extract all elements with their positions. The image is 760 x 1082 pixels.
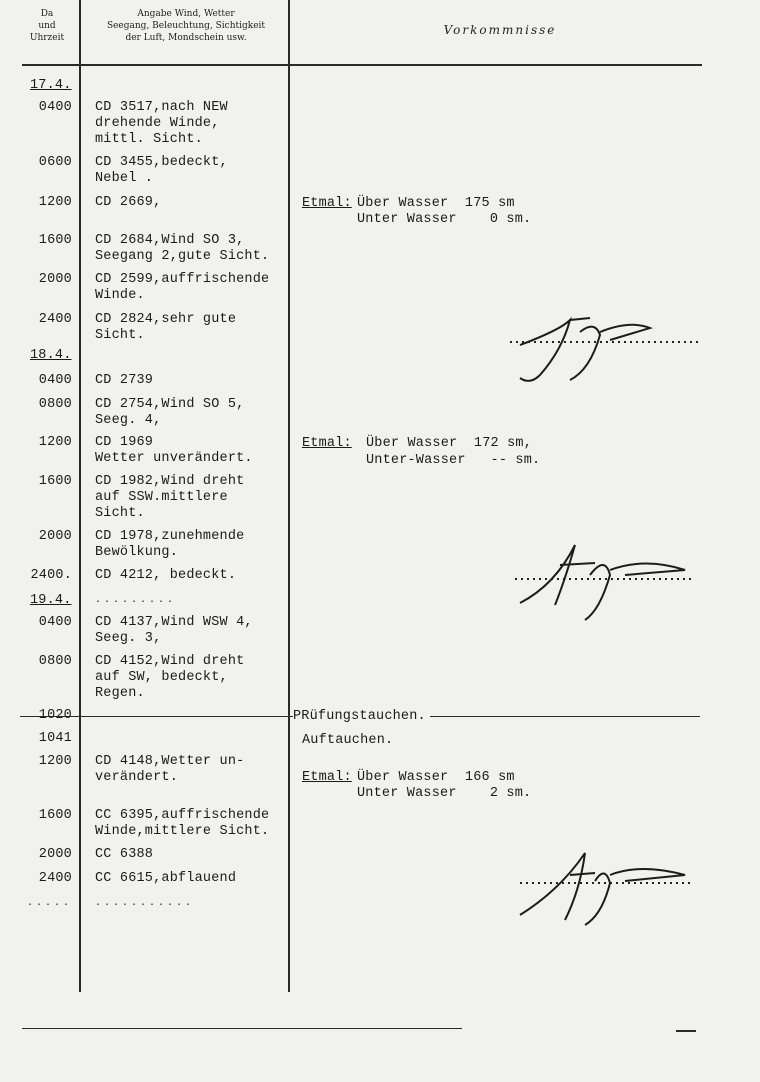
signature-1 — [500, 300, 710, 390]
time-cell: 0400 — [38, 100, 72, 115]
time-cell: 2000 — [38, 847, 72, 862]
header-col2-line1: Angabe Wind, Wetter — [137, 9, 235, 19]
time-cell: ..... — [26, 898, 72, 909]
etmal-under-water: Unter Wasser 0 sm. — [357, 212, 532, 227]
weather-cell: CD 2739 — [95, 373, 154, 388]
header-col-date — [22, 8, 72, 44]
etmal-label: Etmal: — [302, 196, 352, 211]
weather-cell: CD 2824,sehr gute Sicht. — [95, 312, 237, 343]
etmal-over-water: Über Wasser 172 sm, — [366, 436, 533, 451]
time-cell: 1600 — [38, 233, 72, 248]
date-18-4: 18.4. — [30, 348, 72, 363]
weather-cell: CD 2754,Wind SO 5, Seeg. 4, — [95, 397, 245, 428]
weather-cell: CD 3517,nach NEW drehende Winde, mittl. Sicht. — [95, 100, 228, 147]
header-col-remarks: Vorkommnisse — [443, 23, 557, 37]
weather-cell: ......... — [95, 595, 177, 606]
time-cell: 2000 — [38, 529, 72, 544]
weather-cell: CD 4212, bedeckt. — [95, 568, 237, 583]
time-cell: 0400 — [38, 373, 72, 388]
remark-pruefungstauchen: PRüfungstauchen. — [293, 709, 430, 725]
etmal-over-water: Über Wasser 166 sm — [357, 770, 515, 785]
signature-2 — [505, 535, 705, 630]
header-col2-line3: der Luft, Mondschein usw. — [125, 33, 247, 43]
weather-cell: CD 2684,Wind SO 3, Seegang 2,gute Sicht. — [95, 233, 270, 264]
time-cell: 2400. — [30, 568, 72, 583]
column-divider-2 — [288, 0, 290, 992]
weather-cell: CD 4148,Wetter un- verändert. — [95, 754, 245, 785]
remark-auftauchen: Auftauchen. — [302, 733, 394, 748]
time-cell: 2400 — [38, 312, 72, 327]
weather-cell: CD 1969 Wetter unverändert. — [95, 435, 253, 466]
etmal-label: Etmal: — [302, 770, 352, 785]
time-cell: 1600 — [38, 474, 72, 489]
weather-cell: CD 4137,Wind WSW 4, Seeg. 3, — [95, 615, 253, 646]
header-col1-line2: und — [38, 21, 56, 31]
weather-cell: CD 1978,zunehmende Bewölkung. — [95, 529, 245, 560]
weather-cell: CC 6388 — [95, 847, 154, 862]
weather-cell: CD 3455,bedeckt, Nebel . — [95, 155, 228, 186]
signature-3 — [510, 845, 700, 930]
etmal-label: Etmal: — [302, 436, 352, 451]
header-col2-line2: Seegang, Beleuchtung, Sichtigkeit — [106, 21, 266, 31]
weather-cell: CD 2669, — [95, 195, 162, 210]
header-col1-line3: Uhrzeit — [29, 33, 65, 43]
time-cell: 1600 — [38, 808, 72, 823]
time-cell: 1020 — [38, 708, 72, 723]
weather-cell: CD 2599,auffrischende Winde. — [95, 272, 270, 303]
etmal-over-water: Über Wasser 175 sm — [357, 196, 515, 211]
time-cell: 0800 — [38, 654, 72, 669]
time-cell: 0600 — [38, 155, 72, 170]
weather-cell: CD 1982,Wind dreht auf SSW.mittlere Sicht. — [95, 474, 245, 521]
bottom-rule-right — [676, 1030, 696, 1032]
time-cell: 0400 — [38, 615, 72, 630]
weather-cell: CC 6615,abflauend — [95, 871, 237, 886]
time-cell: 1200 — [38, 195, 72, 210]
header-col1-line1: Da — [40, 9, 54, 19]
column-divider-1 — [79, 0, 81, 992]
weather-cell: CC 6395,auffrischende Winde,mittlere Sicht. — [95, 808, 270, 839]
time-cell: 1200 — [38, 754, 72, 769]
time-cell: 0800 — [38, 397, 72, 412]
etmal-under-water: Unter-Wasser -- sm. — [366, 453, 541, 468]
header-col-weather — [84, 8, 288, 44]
time-cell: 2000 — [38, 272, 72, 287]
time-cell: 2400 — [38, 871, 72, 886]
etmal-under-water: Unter Wasser 2 sm. — [357, 786, 532, 801]
time-cell: 1041 — [38, 731, 72, 746]
header-rule — [22, 64, 702, 66]
bottom-rule — [22, 1028, 462, 1029]
date-17-4: 17.4. — [30, 78, 72, 93]
weather-cell: CD 4152,Wind dreht auf SW, bedeckt, Regen. — [95, 654, 245, 701]
weather-cell: ........... — [95, 898, 195, 909]
time-cell: 1200 — [38, 435, 72, 450]
date-19-4: 19.4. — [30, 593, 72, 608]
